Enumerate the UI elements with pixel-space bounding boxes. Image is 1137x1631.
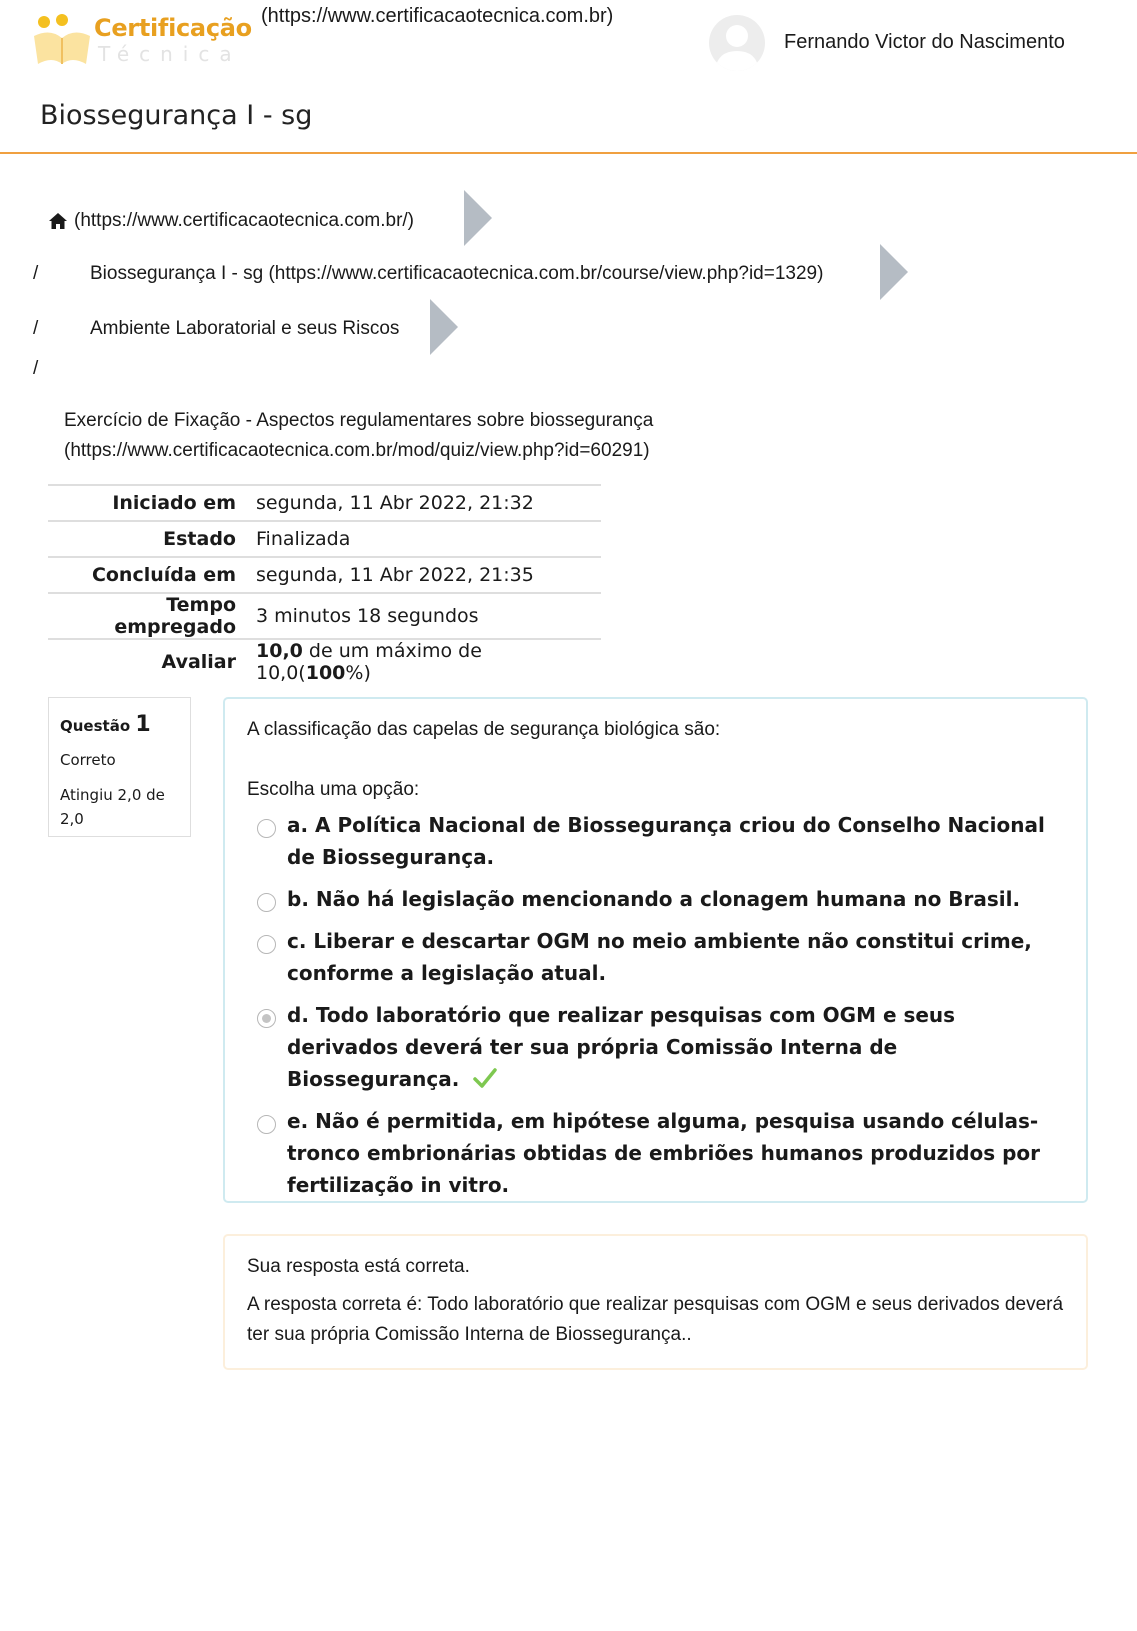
question-info xyxy=(48,697,191,837)
answer-option[interactable] xyxy=(247,809,1064,873)
feedback-status: Sua resposta está correta. xyxy=(247,1256,470,1277)
summary-label: Tempo empregado xyxy=(114,594,236,638)
breadcrumb-item-quiz[interactable]: Exercício de Fixação - Aspectos regulamentares sobre biossegurança (https://www.certificacaotecnica.com.br/mod/quiz/view.php?id=60291) xyxy=(64,410,654,461)
breadcrumb-separator: / xyxy=(33,358,39,379)
answer-label: a. A Política Nacional de Biossegurança criou do Conselho Nacional de Biossegurança. xyxy=(287,813,1045,869)
summary-value: segunda, 11 Abr 2022, 21:32 xyxy=(256,492,534,514)
answer-label: d. Todo laboratório que realizar pesquisas com OGM e seus derivados deverá ter sua própria Comissão Interna de Biossegurança. xyxy=(287,1003,956,1091)
check-icon xyxy=(472,1065,498,1091)
radio-icon[interactable] xyxy=(257,1009,276,1028)
table-row xyxy=(48,557,601,593)
page-title: Biossegurança I - sg xyxy=(40,100,313,131)
answer-option[interactable] xyxy=(247,883,1064,915)
question-state: Correto xyxy=(60,751,116,769)
question-number xyxy=(60,712,179,737)
breadcrumb-separator: / xyxy=(33,263,39,284)
radio-icon[interactable] xyxy=(257,819,276,838)
breadcrumb-home-link[interactable] xyxy=(48,210,414,232)
table-row xyxy=(48,485,601,521)
table-row xyxy=(48,593,601,639)
feedback-right-answer: A resposta correta é: Todo laboratório que realizar pesquisas com OGM e seus derivados deverá ter sua própria Comissão Interna de Biossegurança.. xyxy=(247,1294,1064,1345)
answer-label: c. Liberar e descartar OGM no meio ambiente não constitui crime, conforme a legislação atual. xyxy=(287,929,1032,985)
header-divider xyxy=(0,152,1137,154)
answer-option-selected[interactable] xyxy=(247,999,1064,1095)
question-prefix: Questão xyxy=(60,717,131,735)
logo-subtitle: Técnica xyxy=(98,42,242,66)
summary-label: Avaliar xyxy=(161,651,236,673)
summary-value: 3 minutos 18 segundos xyxy=(256,605,479,627)
radio-icon[interactable] xyxy=(257,935,276,954)
grade-suffix: %) xyxy=(345,662,371,684)
answer-label: e. Não é permitida, em hipótese alguma, pesquisa usando células-tronco embrionárias obtidas de embriões humanos produzidos por fertilização in vitro. xyxy=(287,1109,1041,1197)
breadcrumb-item-section[interactable]: Ambiente Laboratorial e seus Riscos xyxy=(90,318,400,339)
question-grade: Atingiu 2,0 de 2,0 xyxy=(60,786,165,828)
summary-value: segunda, 11 Abr 2022, 21:35 xyxy=(256,564,534,586)
user-name[interactable]: Fernando Victor do Nascimento xyxy=(784,31,1065,53)
chevron-right-icon xyxy=(430,299,458,355)
home-icon xyxy=(48,212,68,230)
grade-max: de um máximo de 10,0( xyxy=(256,640,482,684)
quiz-summary-table xyxy=(48,484,601,684)
answer-list xyxy=(247,809,1064,1201)
summary-label: Estado xyxy=(163,528,236,550)
chevron-right-icon xyxy=(464,190,492,246)
question-number-value: 1 xyxy=(135,712,151,737)
logo-title: Certificação xyxy=(94,14,252,42)
radio-icon[interactable] xyxy=(257,1115,276,1134)
logo-url-link[interactable]: (https://www.certificacaotecnica.com.br) xyxy=(261,5,614,27)
summary-label: Iniciado em xyxy=(112,492,236,514)
breadcrumb-home-url: (https://www.certificacaotecnica.com.br/) xyxy=(74,210,414,231)
chevron-right-icon xyxy=(880,244,908,300)
radio-icon[interactable] xyxy=(257,893,276,912)
logo-icon xyxy=(32,10,92,70)
answer-feedback xyxy=(223,1234,1088,1370)
table-row xyxy=(48,639,601,684)
table-row xyxy=(48,521,601,557)
site-logo[interactable] xyxy=(32,10,252,70)
answer-prompt: Escolha uma opção: xyxy=(247,779,420,800)
avatar[interactable] xyxy=(709,15,765,71)
summary-value: Finalizada xyxy=(256,528,351,550)
question-text: A classificação das capelas de segurança biológica são: xyxy=(247,719,721,740)
breadcrumb-separator: / xyxy=(33,318,39,339)
breadcrumb-item-course[interactable]: Biossegurança I - sg (https://www.certificacaotecnica.com.br/course/view.php?id=1329) xyxy=(90,263,824,284)
answer-label: b. Não há legislação mencionando a clonagem humana no Brasil. xyxy=(287,887,1021,911)
summary-label: Concluída em xyxy=(91,564,236,586)
answer-option[interactable] xyxy=(247,1105,1064,1201)
answer-option[interactable] xyxy=(247,925,1064,989)
grade-value xyxy=(256,639,601,684)
question-content xyxy=(223,697,1088,1203)
avatar-icon xyxy=(709,15,765,71)
grade-percent: 100 xyxy=(305,662,346,684)
grade-score: 10,0 xyxy=(256,640,303,662)
